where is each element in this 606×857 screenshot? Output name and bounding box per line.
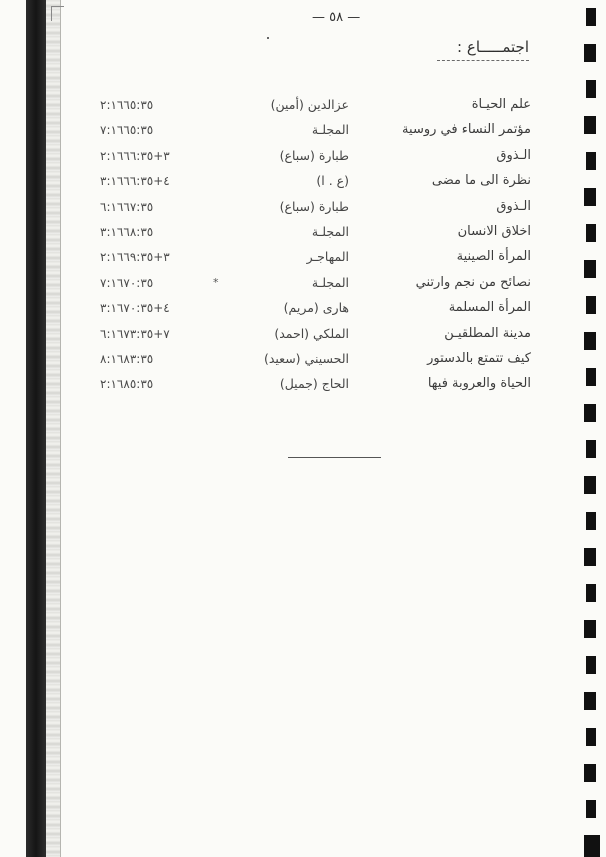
film-sprocket [584, 764, 596, 782]
film-sprocket-bottom [584, 835, 600, 857]
entry-reference: ٤+٣:١٦٦٦:٣٥ [100, 174, 170, 189]
entry-title: مدينة المطلقيـن [444, 325, 531, 341]
entries-list [0, 97, 606, 402]
entry-row [0, 300, 606, 325]
film-sprocket [586, 656, 596, 674]
film-sprocket [584, 476, 596, 494]
entry-author: طبارة (سباع) [279, 198, 349, 214]
film-sprocket [584, 620, 596, 638]
entry-author: المجلـة [311, 274, 349, 290]
entry-reference: ٧:١٦٦٥:٣٥ [100, 123, 154, 138]
entry-margin-mark: * [213, 275, 219, 289]
entry-reference: ٦:١٦٦٧:٣٥ [100, 199, 154, 214]
film-sprocket [586, 728, 596, 746]
entry-title: نصائح من نجم وارتني [415, 274, 531, 290]
heading-underline [437, 60, 529, 61]
entry-reference: ٧:١٦٧٠:٣٥ [100, 275, 154, 290]
entry-reference: ٣:١٦٦٨:٣٥ [100, 224, 154, 239]
entry-row [0, 173, 606, 198]
entry-title: اخلاق الانسان [457, 223, 531, 239]
entry-row [0, 199, 606, 224]
entry-reference: ٢:١٦٦٥:٣٥ [100, 98, 154, 112]
entry-author: المهاجـر [306, 249, 349, 265]
entry-row [0, 122, 606, 147]
entry-title: نظرة الى ما مضى [431, 173, 531, 189]
entry-row [0, 249, 606, 274]
film-sprocket [586, 800, 596, 818]
entry-author: المجلـة [311, 122, 349, 138]
section-heading: اجتمـــــاع : [457, 38, 529, 56]
entry-title: كيف تتمتع بالدستور [427, 350, 531, 366]
entry-author: الحسيني (سعيد) [263, 350, 349, 366]
entry-title: الـذوق [496, 147, 531, 163]
entry-row [0, 97, 606, 122]
entry-author: المجلـة [311, 223, 349, 239]
entry-author: طبارة (سباع) [279, 147, 349, 163]
entry-reference: ٨:١٦٨٣:٣٥ [100, 351, 154, 366]
entry-reference: ٢:١٦٨٥:٣٥ [100, 377, 154, 392]
entry-author: الملكي (احمد) [274, 325, 349, 341]
film-sprocket [586, 584, 596, 602]
entry-title: المرأة المسلمة [448, 300, 531, 316]
film-sprocket [584, 692, 596, 710]
ink-dot [267, 37, 269, 39]
entry-row [0, 224, 606, 249]
entry-author: هارى (مريم) [283, 300, 349, 316]
end-rule [288, 457, 381, 458]
film-sprocket [586, 440, 596, 458]
film-sprocket [586, 80, 596, 98]
entry-reference: ٣+٢:١٦٦٦:٣٥ [100, 148, 170, 163]
entry-row [0, 351, 606, 376]
entry-row [0, 275, 606, 300]
film-sprocket [586, 512, 596, 530]
film-sprocket [584, 404, 596, 422]
entry-reference: ٧+٦:١٦٧٣:٣٥ [100, 326, 170, 341]
entry-reference: ٣+٢:١٦٦٩:٣٥ [100, 250, 170, 265]
film-sprocket [586, 8, 596, 26]
entry-title: الحياة والعروبة فيها [427, 376, 531, 392]
entry-author: الحاج (جميل) [279, 376, 349, 392]
entry-author: عزالدين (أمين) [270, 97, 349, 112]
entry-author: (ع . ا) [316, 173, 349, 189]
entry-title: مؤتمر النساء في روسية [402, 122, 531, 138]
film-sprocket [584, 548, 596, 566]
page-number: — ٥٨ — [312, 10, 361, 25]
entry-title: علم الحيـاة [471, 97, 531, 112]
entry-title: الـذوق [496, 198, 531, 214]
entry-reference: ٤+٣:١٦٧٠:٣٥ [100, 301, 170, 316]
entry-row [0, 148, 606, 173]
entry-title: المرأة الصينية [456, 249, 531, 265]
binding-clip [51, 6, 64, 21]
entry-row [0, 376, 606, 401]
film-sprocket [584, 44, 596, 62]
entry-row [0, 326, 606, 351]
